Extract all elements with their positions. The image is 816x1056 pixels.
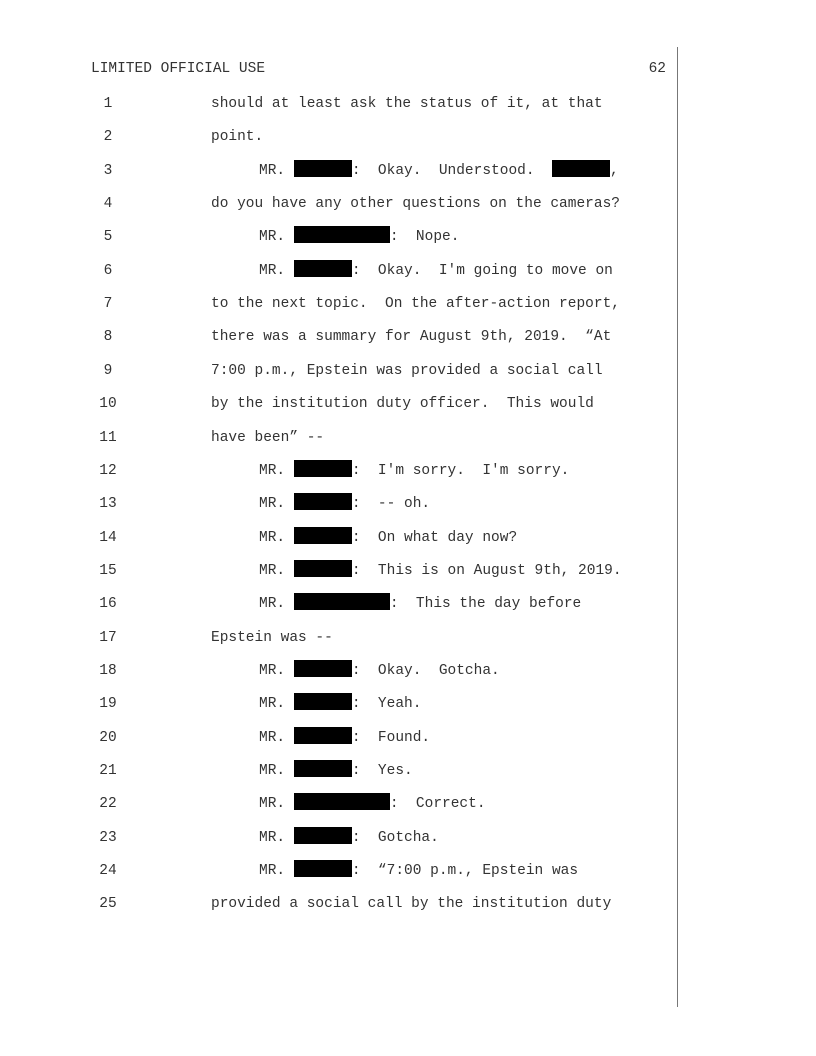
line-text	[211, 126, 263, 148]
text-segment: MR.	[259, 596, 294, 613]
line-text	[259, 593, 581, 615]
line-number: 5	[103, 229, 113, 246]
line-text	[211, 893, 611, 915]
text-segment: by the institution duty officer. This would	[211, 396, 594, 413]
text-segment: MR.	[259, 496, 294, 513]
transcript-line	[0, 427, 816, 449]
redaction-block	[294, 793, 390, 810]
transcript-line	[0, 493, 816, 515]
transcript-line	[0, 226, 816, 248]
redaction-block	[294, 460, 352, 477]
transcript-line	[0, 460, 816, 482]
line-number: 24	[99, 863, 117, 880]
redaction-block	[294, 693, 352, 710]
transcript-line	[0, 260, 816, 282]
redaction-block	[294, 527, 352, 544]
transcript-line	[0, 360, 816, 382]
text-segment: MR.	[259, 729, 294, 746]
text-segment: MR.	[259, 529, 294, 546]
line-text	[211, 427, 324, 449]
line-text	[211, 326, 611, 348]
transcript-line	[0, 160, 816, 182]
line-number: 18	[99, 662, 117, 679]
text-segment: should at least ask the status of it, at that	[211, 96, 603, 112]
line-text	[211, 360, 603, 382]
text-segment: : On what day now?	[351, 529, 518, 546]
line-text	[211, 193, 620, 215]
line-number: 2	[103, 129, 113, 146]
transcript-line	[0, 627, 816, 649]
text-segment: : Nope.	[389, 229, 460, 246]
redaction-block	[294, 226, 390, 243]
line-text	[211, 393, 594, 415]
line-number: 23	[99, 829, 117, 846]
transcript-line	[0, 393, 816, 415]
line-number: 11	[99, 429, 117, 446]
line-text	[259, 727, 430, 749]
redaction-block	[294, 260, 352, 277]
text-segment: MR.	[259, 262, 294, 279]
redaction-block	[294, 593, 390, 610]
line-number: 20	[99, 729, 117, 746]
line-text	[259, 793, 486, 815]
text-segment: : This is on August 9th, 2019.	[351, 562, 622, 579]
line-number: 14	[99, 529, 117, 546]
line-text	[211, 93, 603, 115]
text-segment: provided a social call by the institution duty	[211, 896, 612, 913]
classification-header: LIMITED OFFICIAL USE	[91, 61, 266, 77]
line-number: 12	[99, 462, 117, 479]
transcript-line	[0, 860, 816, 882]
text-segment: MR.	[259, 662, 294, 679]
text-segment: do you have any other questions on the cameras?	[211, 196, 620, 213]
transcript-line	[0, 93, 816, 115]
line-number: 9	[103, 362, 113, 379]
line-number: 15	[99, 562, 117, 579]
redaction-block	[294, 827, 352, 844]
text-segment: MR.	[259, 562, 294, 579]
redaction-block	[294, 760, 352, 777]
text-segment: : Correct.	[389, 796, 486, 813]
text-segment: : Yes.	[351, 763, 413, 779]
line-number: 22	[99, 796, 117, 813]
line-text	[259, 760, 413, 782]
line-text	[259, 460, 569, 482]
redaction-block	[294, 860, 352, 877]
line-text	[211, 293, 620, 315]
line-number: 21	[99, 763, 117, 779]
text-segment: MR.	[259, 462, 294, 479]
text-segment: : I'm sorry. I'm sorry.	[351, 462, 570, 479]
text-segment: : Yeah.	[351, 696, 422, 713]
text-segment: Epstein was --	[211, 629, 333, 646]
line-text	[259, 260, 613, 282]
line-text	[259, 660, 500, 682]
line-number: 1	[103, 96, 113, 112]
text-segment: : -- oh.	[351, 496, 431, 513]
transcript-line	[0, 126, 816, 148]
line-number: 3	[103, 162, 113, 179]
transcript-line	[0, 760, 816, 782]
text-segment: there was a summary for August 9th, 2019. “At	[211, 329, 612, 346]
transcript-line	[0, 727, 816, 749]
text-segment: MR.	[259, 763, 294, 779]
line-number: 4	[103, 196, 113, 213]
transcript-line	[0, 660, 816, 682]
text-segment: MR.	[259, 229, 294, 246]
text-segment: MR.	[259, 162, 294, 179]
text-segment: point.	[211, 129, 264, 146]
line-number: 16	[99, 596, 117, 613]
line-number: 8	[103, 329, 113, 346]
redaction-block	[294, 160, 352, 177]
redaction-block	[294, 493, 352, 510]
line-text	[259, 693, 421, 715]
line-number: 17	[99, 629, 117, 646]
line-text	[259, 527, 517, 549]
line-number: 7	[103, 296, 113, 313]
text-segment: : Gotcha.	[351, 829, 439, 846]
transcript-line	[0, 293, 816, 315]
transcript-line	[0, 593, 816, 615]
line-text	[259, 493, 430, 515]
line-number: 10	[99, 396, 117, 413]
redaction-block	[294, 560, 352, 577]
text-segment: MR.	[259, 796, 294, 813]
transcript-line	[0, 793, 816, 815]
text-segment: MR.	[259, 696, 294, 713]
line-text	[259, 160, 619, 182]
line-text	[259, 860, 578, 882]
text-segment: 7:00 p.m., Epstein was provided a social call	[211, 362, 603, 379]
transcript-line	[0, 893, 816, 915]
text-segment: to the next topic. On the after-action report,	[211, 296, 620, 313]
text-segment: MR.	[259, 829, 294, 846]
text-segment: MR.	[259, 863, 294, 880]
text-segment: : Okay. I'm going to move on	[351, 262, 613, 279]
line-number: 25	[99, 896, 117, 913]
line-text	[259, 226, 459, 248]
line-text	[211, 627, 333, 649]
text-segment: : “7:00 p.m., Epstein was	[351, 863, 579, 880]
transcript-line	[0, 827, 816, 849]
line-text	[259, 827, 439, 849]
text-segment: : This the day before	[389, 596, 582, 613]
line-number: 13	[99, 496, 117, 513]
line-number: 19	[99, 696, 117, 713]
text-segment: have been” --	[211, 429, 325, 446]
transcript-line	[0, 193, 816, 215]
text-segment: ,	[609, 162, 619, 179]
transcript-line	[0, 693, 816, 715]
redaction-block	[294, 660, 352, 677]
page-number: 62	[648, 61, 666, 77]
text-segment: : Okay. Understood.	[351, 162, 552, 179]
text-segment: : Okay. Gotcha.	[351, 662, 500, 679]
line-number: 6	[103, 262, 113, 279]
transcript-line	[0, 527, 816, 549]
redaction-block	[294, 727, 352, 744]
line-text	[259, 560, 622, 582]
redaction-block	[552, 160, 610, 177]
text-segment: : Found.	[351, 729, 431, 746]
transcript-line	[0, 560, 816, 582]
transcript-line	[0, 326, 816, 348]
